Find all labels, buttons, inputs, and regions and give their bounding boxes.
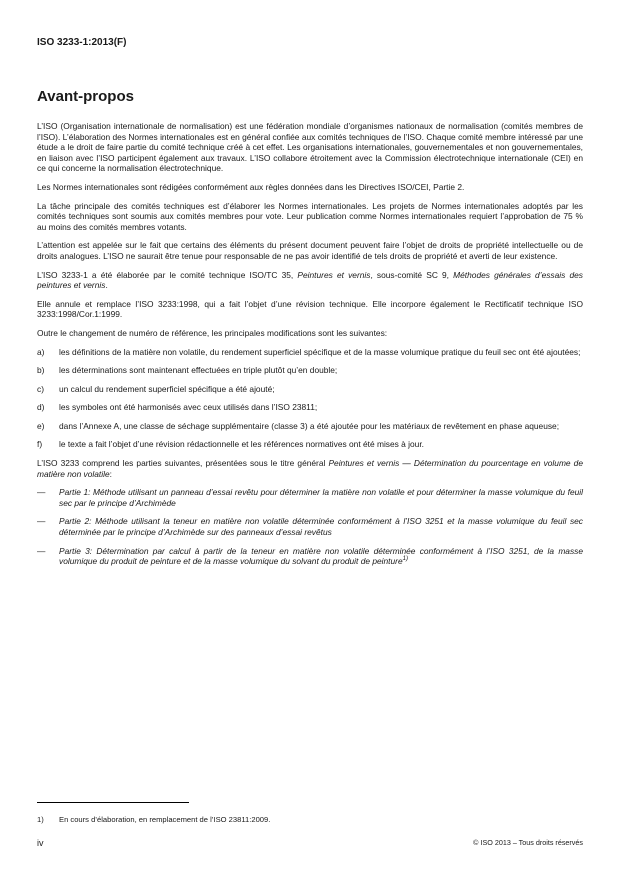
list-item: a) les définitions de la matière non volatile, du rendement superficiel spécifique et de la masse volumique pratique du feuil sec ont été ajoutées; [37,346,581,357]
part-item: — Partie 2: Méthode utilisant la teneur en matière non volatile déterminée conformément à l’ISO 3251 et la masse volumique du feuil sec déterminée par le principe d’Archimède sur des panneaux d’essai revêtus [37,516,583,538]
foreword-body [37,121,583,575]
list-item: b) les déterminations sont maintenant effectuées en triple plutôt qu’en double; [37,365,338,376]
paragraph-changes-intro: Outre le changement de numéro de référence, les principales modifications sont les suivantes: [37,327,388,338]
part-item: — Partie 1: Méthode utilisant un panneau d’essai revêtu pour déterminer la matière non volatile et pour déterminer la masse volumique du feuil sec par le principe d’Archimède [37,487,583,508]
list-item: f) le texte a fait l’objet d’une révision rédactionnelle et les références normatives ont été mises à jour. [37,439,424,450]
document-identifier: ISO 3233-1:2013(F) [37,37,127,48]
list-item: c) un calcul du rendement superficiel spécifique a été ajouté; [37,383,275,394]
footnote: 1) En cours d’élaboration, en remplacement de l’ISO 23811:2009. [37,815,271,824]
page-number: iv [37,838,44,848]
paragraph-iso-intro: L’ISO (Organisation internationale de normalisation) est une fédération mondiale d’organismes nationaux de normalisation (comités membres de l’ISO). L’élaboration des Normes internationales est en général confiée aux comités techniques de l’ISO. Chaque comité membre intéressé par une étude a le droit de faire partie du comité technique créé à cet effet. Les organisations internationales, gouvernementales et non gouvernementales, en liaison avec l’ISO participent également aux travaux. L’ISO collabore étroitement avec la Commission électrotechnique internationale (CEI) en ce qui concerne la normalisation électrotechnique. [37,121,583,174]
list-item: d) les symboles ont été harmonisés avec ceux utilisés dans l’ISO 23811; [37,402,318,413]
paragraph-parts-intro: L’ISO 3233 comprend les parties suivantes, présentées sous le titre général Peintures et vernis — Détermination du pourcentage en volume de matière non volatile: [37,458,583,479]
list-item: e) dans l’Annexe A, une classe de séchage supplémentaire (classe 3) a été ajoutée pour les matériaux de revêtement en phase aqueuse; [37,420,560,431]
paragraph-patent-rights: L’attention est appelée sur le fait que certains des éléments du présent document peuvent faire l’objet de droits de propriété intellectuelle ou de droits analogues. L’ISO ne saurait être tenue pour responsable de ne pas avoir identifié de tels droits de propriété et averti de leur existence. [37,240,583,261]
paragraph-replaces: Elle annule et remplace l’ISO 3233:1998, qui a fait l’objet d’une révision technique. Elle incorpore également le Rectificatif technique ISO 3233:1998/Cor.1:1999. [37,298,583,320]
paragraph-prepared-by: L’ISO 3233-1 a été élaborée par le comité technique ISO/TC 35, Peintures et vernis, sous-comité SC 9, Méthodes générales d’essais des peintures et vernis. [37,269,583,291]
section-title: Avant-propos [37,88,134,105]
footnote-reference[interactable]: 1) [402,556,408,563]
footnote-divider [37,802,189,803]
copyright-notice: © ISO 2013 – Tous droits réservés [473,838,583,847]
paragraph-directives: Les Normes internationales sont rédigées conformément aux règles données dans les Directives ISO/CEI, Partie 2. [37,181,465,192]
paragraph-committees-task: La tâche principale des comités techniques est d’élaborer les Normes internationales. Les projets de Normes internationales adoptés par les comités techniques sont soumis aux comités membres pour vote. Leur publication comme Normes internationales requiert l’approbation de 75 % au moins des comités membres votants. [37,200,583,232]
part-item: — Partie 3: Détermination par calcul à partir de la teneur en matière non volatile déterminée conformément à l’ISO 3251, de la masse volumique du produit de peinture et de la masse volumique du solvant du produit de peinture$^{1)}$ [37,545,583,567]
